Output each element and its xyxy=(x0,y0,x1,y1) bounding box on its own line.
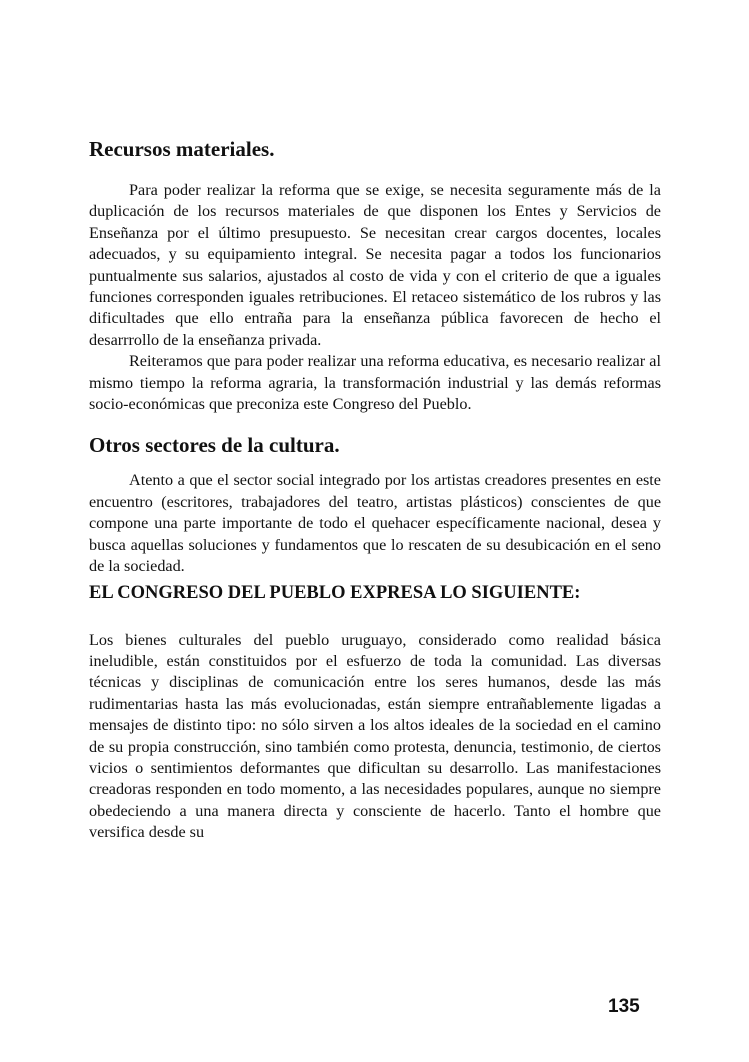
section-heading-otros-sectores: Otros sectores de la cultura. xyxy=(89,433,340,458)
paragraph-recursos-2: Reiteramos que para poder realizar una reforma educativa, es necesario realizar al mismo tiempo la reforma agraria, la transformación industrial y las demás reformas socio-económicas que preconiza este Congreso del Pueblo. xyxy=(89,352,661,414)
paragraph-recursos-1: Para poder realizar la reforma que se exige, se necesita seguramente más de la duplicación de los recursos materiales de que disponen los Entes y Servicios de Enseñanza por el último presupuesto. Se necesitan crear cargos docentes, locales adecuados, y su equipamiento integral. Se necesita pagar a todos los funcionarios puntualmente sus salarios, ajustados al costo de vida y con el criterio de que a iguales funciones corresponden iguales retribuciones. El retaceo sistemático de los rubros y las dificultades que ello entraña para la enseñanza pública favorecen de hecho el desarrrollo de la enseñanza privada. xyxy=(89,181,661,349)
section-heading-recursos-materiales: Recursos materiales. xyxy=(89,137,275,161)
paragraph-otros-1: Atento a que el sector social integrado por los artistas creadores presentes en este encuentro (escritores, trabajadores del teatro, artistas plásticos) conscientes de que compone una parte importante de todo el quehacer específicamente nacional, desea y busca aquellas soluciones y fundamentos que lo rescaten de su desubicación en el seno de la sociedad. xyxy=(89,471,661,576)
page-body xyxy=(89,137,661,844)
section-heading-congreso-expresa: EL CONGRESO DEL PUEBLO EXPRESA LO SIGUIENTE: xyxy=(89,582,581,603)
paragraph-congreso-1: Los bienes culturales del pueblo uruguayo, considerado como realidad básica ineludible, están constituidos por el esfuerzo de toda la comunidad. Las diversas técnicas y disciplinas de comunicación entre los seres humanos, desde las más rudimentarias hasta las más evolucionadas, están siempre entrañablemente ligadas a mensajes de distinto tipo: no sólo sirven a los altos ideales de la sociedad en el camino de su propia construcción, sino también como protesta, denuncia, testimonio, de ciertos vicios o sentimientos deformantes que dificultan su desarrollo. Las manifestaciones creadoras responden en todo momento, a las necesidades populares, aunque no siempre obedeciendo a una manera directa y consciente de hacerlo. Tanto el hombre que versifica desde su xyxy=(89,630,661,842)
page-number: 135 xyxy=(608,996,640,1017)
